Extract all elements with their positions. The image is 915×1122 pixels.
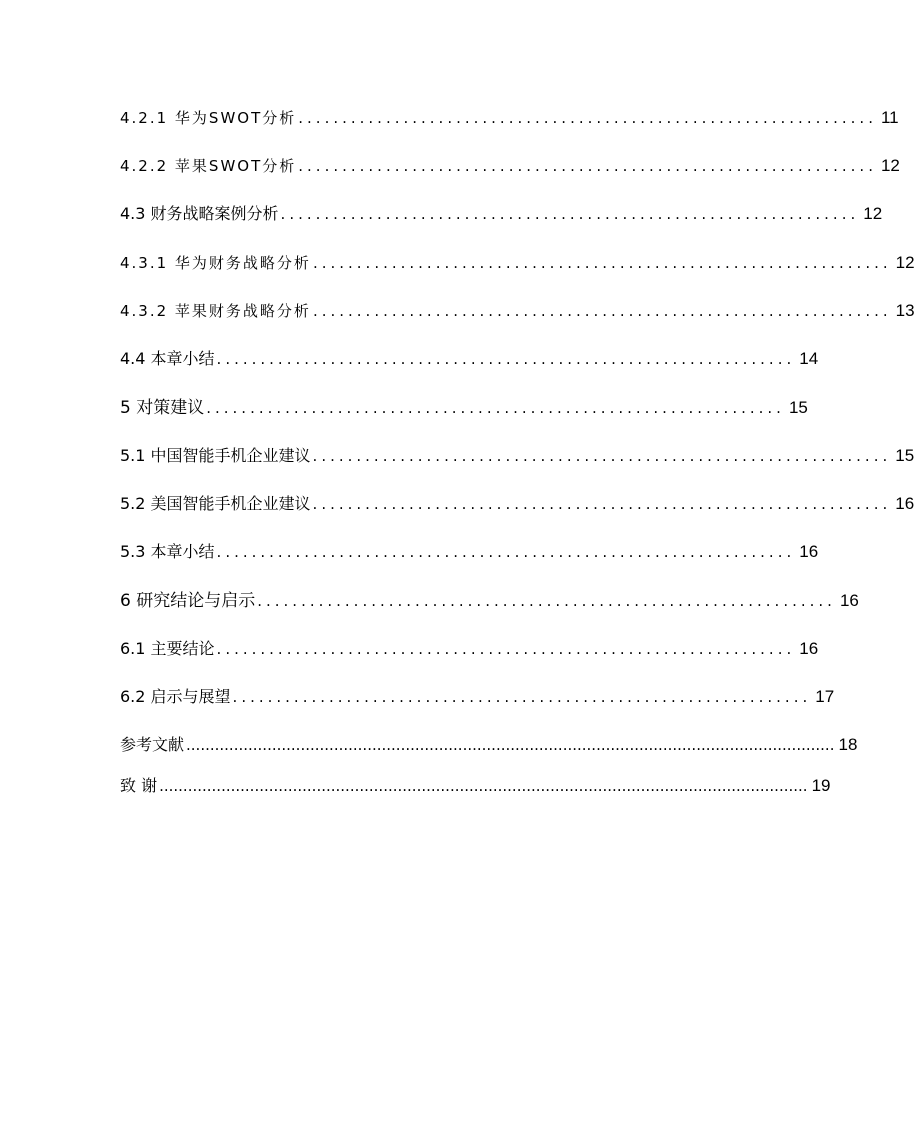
toc-entry-page: 15 — [788, 398, 808, 417]
toc-entry-label: 5.3 本章小结 — [120, 542, 215, 561]
toc-entry-page: 12 — [895, 253, 915, 272]
toc-entry-label: 6.2 启示与展望 — [120, 687, 231, 706]
toc-entry-label: 6 研究结论与启示 — [120, 591, 256, 611]
dot-leader: .................................................................. — [216, 543, 796, 561]
dot-leader: .................................................................. — [312, 302, 892, 320]
dot-leader: .................................................................. — [257, 592, 836, 610]
toc-entry-4-3-1[interactable] — [120, 249, 915, 273]
dot-leader: ........................................................................................................................................ — [186, 736, 835, 754]
toc-entry-4-3-2[interactable] — [120, 297, 915, 321]
toc-entry-5[interactable] — [120, 394, 808, 418]
toc-entry-page: 17 — [815, 687, 835, 706]
toc-entry-page: 16 — [799, 542, 819, 561]
toc-entry-4-2-2[interactable] — [120, 152, 900, 176]
toc-entry-page: 12 — [863, 204, 883, 223]
toc-entry-acknowledgements[interactable] — [120, 772, 831, 796]
dot-leader: .................................................................. — [280, 205, 860, 223]
toc-entry-label: 4.3 财务战略案例分析 — [120, 204, 279, 223]
toc-entry-label: 5.1 中国智能手机企业建议 — [120, 446, 311, 465]
toc-entry-label: 4.3.1 华为财务战略分析 — [120, 254, 311, 272]
toc-entry-page: 16 — [799, 639, 819, 658]
toc-entry-label: 6.1 主要结论 — [120, 639, 215, 658]
toc-entry-page: 16 — [895, 494, 915, 513]
toc-entry-6-1[interactable] — [120, 635, 819, 659]
toc-entry-5-3[interactable] — [120, 538, 819, 562]
toc-entry-label: 5 对策建议 — [120, 398, 205, 418]
toc-entry-label: 4.2.1 华为SWOT分析 — [120, 109, 297, 127]
toc-entry-label: 4.3.2 苹果财务战略分析 — [120, 302, 311, 320]
toc-entry-4-2-1[interactable] — [120, 104, 899, 128]
dot-leader: .................................................................. — [312, 495, 892, 513]
toc-entry-5-1[interactable] — [120, 442, 915, 466]
toc-entry-page: 13 — [895, 301, 915, 320]
toc-entry-references[interactable] — [120, 731, 858, 755]
toc-entry-label: 4.4 本章小结 — [120, 349, 215, 368]
toc-entry-4-3[interactable] — [120, 200, 883, 224]
dot-leader: .................................................................. — [312, 254, 892, 272]
dot-leader: .................................................................. — [298, 109, 877, 127]
toc-entry-label: 参考文献 — [120, 735, 185, 754]
toc-entry-page: 11 — [880, 108, 899, 127]
toc-entry-6-2[interactable] — [120, 683, 835, 707]
toc-entry-6[interactable] — [120, 587, 859, 611]
dot-leader: .................................................................. — [298, 157, 877, 175]
toc-entry-page: 18 — [838, 735, 858, 754]
dot-leader: .................................................................. — [216, 350, 796, 368]
toc-entry-label: 4.2.2 苹果SWOT分析 — [120, 157, 297, 175]
toc-entry-label: 5.2 美国智能手机企业建议 — [120, 494, 311, 513]
toc-entry-5-2[interactable] — [120, 490, 915, 514]
toc-entry-page: 16 — [839, 591, 859, 610]
toc-entry-4-4[interactable] — [120, 345, 819, 369]
dot-leader: ........................................................................................................................................ — [159, 777, 808, 795]
dot-leader: .................................................................. — [312, 447, 892, 465]
toc-entry-label: 致 谢 — [120, 776, 158, 795]
toc-entry-page: 12 — [880, 156, 900, 175]
dot-leader: .................................................................. — [216, 640, 796, 658]
toc-entry-page: 14 — [799, 349, 819, 368]
dot-leader: .................................................................. — [232, 688, 812, 706]
toc-entry-page: 19 — [811, 776, 831, 795]
toc-entry-page: 15 — [895, 446, 915, 465]
dot-leader: .................................................................. — [206, 399, 785, 417]
